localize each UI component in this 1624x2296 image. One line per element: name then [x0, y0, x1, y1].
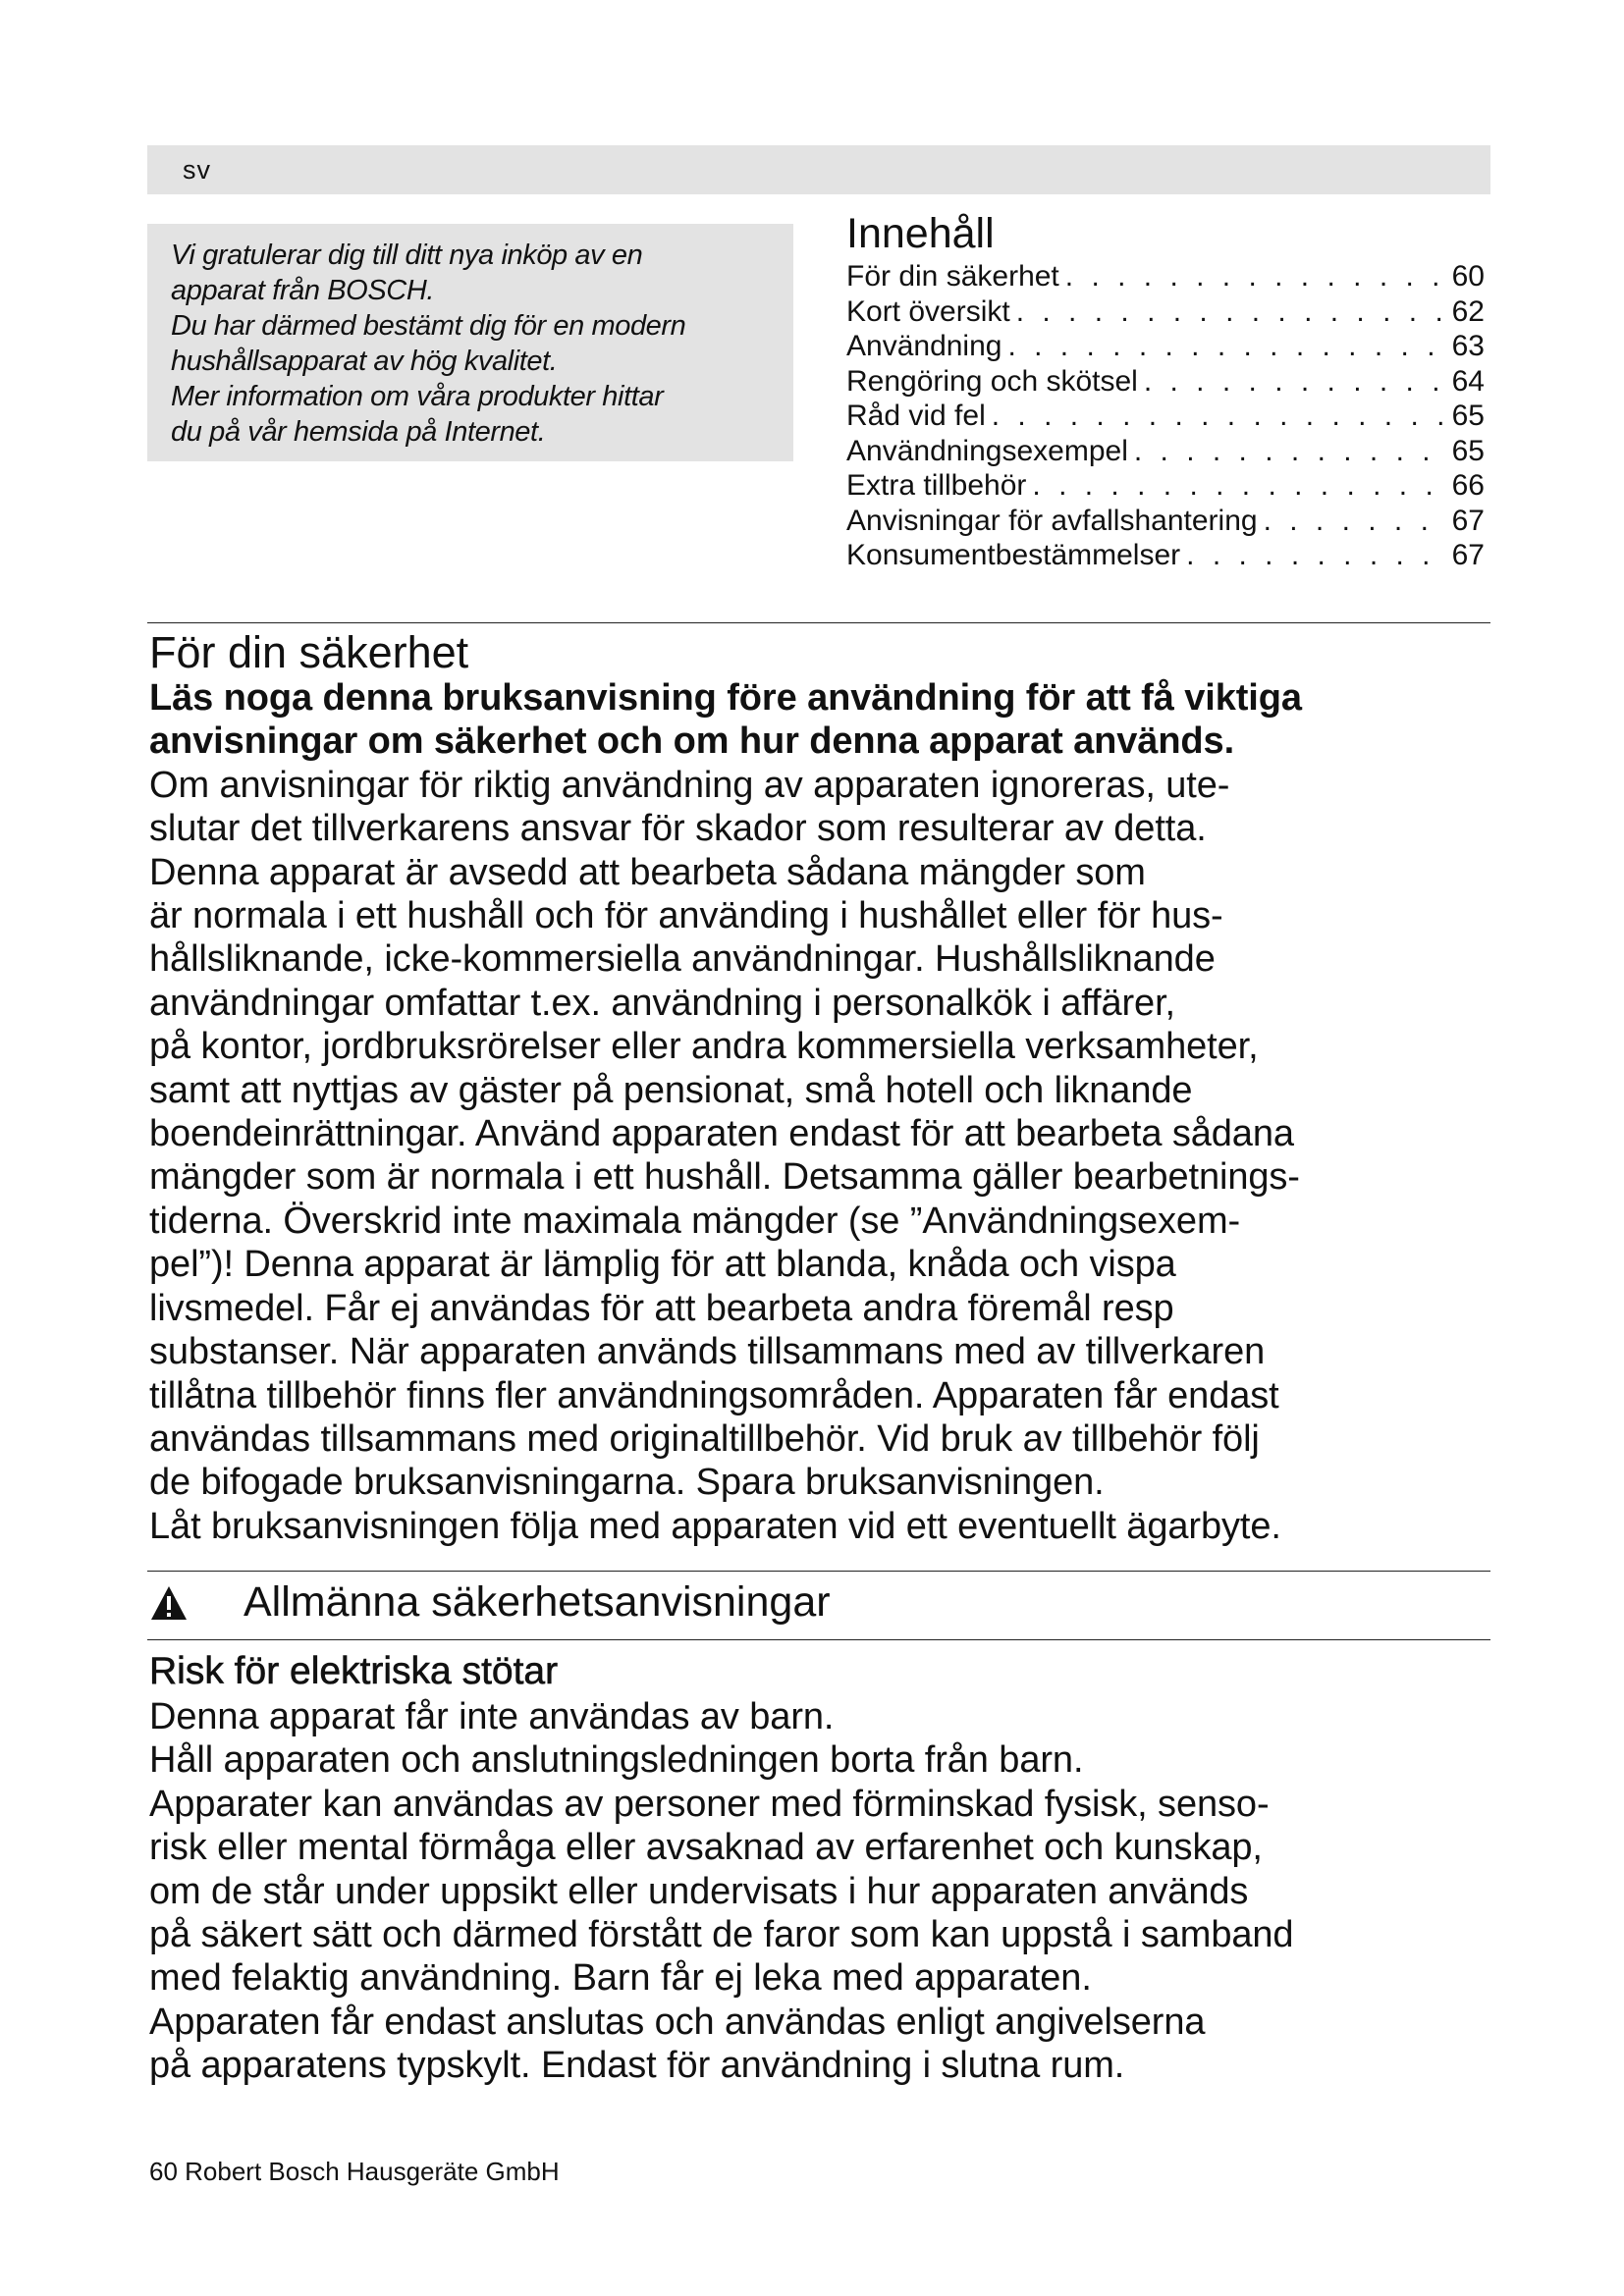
- body-line: användas tillsammans med originaltillbehör. Vid bruk av tillbehör följ: [149, 1417, 1260, 1460]
- section-title: För din säkerhet: [149, 627, 469, 677]
- body-line: boendeinrättningar. Använd apparaten endast för att bearbeta sådana: [149, 1113, 1294, 1155]
- section-divider: [147, 1639, 1490, 1640]
- toc-item-page: 64: [1451, 364, 1485, 398]
- body-line: med felaktig användning. Barn får ej leka med apparaten.: [149, 1957, 1092, 2000]
- toc-leader-dots: [1264, 504, 1446, 539]
- general-safety-heading: [149, 1578, 831, 1627]
- body-line: Denna apparat är avsedd att bearbeta sådana mängder som: [149, 851, 1146, 893]
- toc-item-page: 62: [1451, 294, 1485, 328]
- body-line: slutar det tillverkarens ansvar för skador som resulterar av detta.: [149, 808, 1207, 850]
- toc-item-label: Anvisningar för avfallshantering: [846, 504, 1258, 537]
- toc-leader-dots: [1065, 259, 1446, 294]
- toc-item-label: Extra tillbehör: [846, 469, 1027, 502]
- toc-item[interactable]: [846, 399, 1485, 434]
- toc-leader-dots: [1186, 538, 1445, 573]
- intro-line: Mer information om våra produkter hittar: [171, 381, 664, 412]
- body-line: livsmedel. Får ej användas för att bearbeta andra föremål resp: [149, 1287, 1174, 1329]
- toc-item-label: För din säkerhet: [846, 260, 1059, 293]
- body-line: på säkert sätt och därmed förstått de faror som kan uppstå i samband: [149, 1914, 1294, 1956]
- intro-line: Du har därmed bestämt dig för en modern: [171, 310, 686, 342]
- toc-item[interactable]: [846, 434, 1485, 469]
- toc-item[interactable]: [846, 259, 1485, 294]
- page-footer: 60 Robert Bosch Hausgeräte GmbH: [149, 2157, 560, 2186]
- toc-item-page: 67: [1451, 539, 1485, 571]
- toc-leader-dots: [1144, 364, 1446, 400]
- toc-item[interactable]: [846, 538, 1485, 573]
- body-line: de bifogade bruksanvisningarna. Spara bruksanvisningen.: [149, 1462, 1105, 1504]
- body-line: Låt bruksanvisningen följa med apparaten vid ett eventuellt ägarbyte.: [149, 1505, 1281, 1547]
- toc-leader-dots: [1134, 434, 1446, 469]
- body-line: på kontor, jordbruksrörelser eller andra kommersiella verksamheter,: [149, 1026, 1259, 1068]
- toc-item[interactable]: [846, 364, 1485, 400]
- body-line: mängder som är normala i ett hushåll. Detsamma gäller bearbetnings-: [149, 1156, 1300, 1199]
- intro-line: Vi gratulerar dig till ditt nya inköp av en: [171, 240, 643, 271]
- body-line: Denna apparat får inte användas av barn.: [149, 1696, 835, 1737]
- body-line: på apparatens typskylt. Endast för användning i slutna rum.: [149, 2045, 1125, 2087]
- toc-item-page: 60: [1451, 260, 1485, 293]
- body-line: Om anvisningar för riktig användning av apparaten ignoreras, ute-: [149, 764, 1230, 806]
- toc-item-label: Råd vid fel: [846, 400, 986, 432]
- body-line: risk eller mental förmåga eller avsaknad av erfarenhet och kunskap,: [149, 1827, 1263, 1869]
- electric-shock-heading: Risk för elektriska stötar: [149, 1650, 559, 1692]
- toc-item-page: 67: [1451, 504, 1485, 537]
- toc-item-label: Konsumentbestämmelser: [846, 539, 1181, 571]
- table-of-contents: [846, 208, 1485, 573]
- language-header-bar: [147, 145, 1490, 194]
- toc-item[interactable]: [846, 294, 1485, 330]
- body-line: tiderna. Överskrid inte maximala mängder (se ”Användningsexem-: [149, 1200, 1241, 1242]
- body-line: samt att nyttjas av gäster på pensionat, små hotell och liknande: [149, 1069, 1193, 1111]
- body-line: är normala i ett hushåll och för använding i hushållet eller för hus-: [149, 895, 1223, 937]
- toc-leader-dots: [1032, 468, 1445, 504]
- toc-leader-dots: [992, 399, 1446, 434]
- safety-intro-line: anvisningar om säkerhet och om hur denna apparat används.: [149, 721, 1235, 763]
- toc-item[interactable]: [846, 504, 1485, 539]
- toc-item[interactable]: [846, 468, 1485, 504]
- body-line: hållsliknande, icke-kommersiella användningar. Hushållsliknande: [149, 938, 1216, 981]
- general-safety-title: Allmänna säkerhetsanvisningar: [244, 1578, 831, 1626]
- intro-box: [147, 224, 793, 461]
- toc-item-label: Rengöring och skötsel: [846, 364, 1138, 398]
- body-line: användningar omfattar t.ex. användning i personalkök i affärer,: [149, 982, 1175, 1024]
- toc-item[interactable]: [846, 329, 1485, 364]
- safety-intro-line: Läs noga denna bruksanvisning före användning för att få viktiga: [149, 677, 1302, 719]
- toc-leader-dots: [1007, 329, 1445, 364]
- body-line: Håll apparaten och anslutningsledningen borta från barn.: [149, 1739, 1084, 1782]
- intro-line: hushållsapparat av hög kvalitet.: [171, 346, 558, 377]
- intro-line: apparat från BOSCH.: [171, 275, 435, 306]
- toc-list: [846, 259, 1485, 573]
- toc-leader-dots: [1016, 294, 1446, 330]
- warning-triangle-icon: [149, 1584, 189, 1622]
- toc-item-page: 65: [1451, 434, 1485, 467]
- safety-body: [149, 676, 1504, 1548]
- language-code: sv: [183, 155, 211, 185]
- body-line: tillåtna tillbehör finns fler användningsområden. Apparaten får endast: [149, 1374, 1279, 1416]
- body-line: pel”)! Denna apparat är lämplig för att blanda, knåda och vispa: [149, 1244, 1176, 1286]
- general-safety-body: [149, 1695, 1504, 2088]
- toc-item-label: Användningsexempel: [846, 434, 1128, 467]
- section-divider: [147, 1571, 1490, 1572]
- body-line: Apparater kan användas av personer med förminskad fysisk, senso-: [149, 1783, 1270, 1825]
- body-line: Apparaten får endast anslutas och användas enligt angivelserna: [149, 2001, 1206, 2043]
- toc-item-page: 63: [1451, 330, 1485, 362]
- toc-item-label: Användning: [846, 330, 1002, 362]
- section-divider: [147, 622, 1490, 623]
- intro-line: du på vår hemsida på Internet.: [171, 416, 546, 448]
- body-line: substanser. När apparaten används tillsammans med av tillverkaren: [149, 1331, 1266, 1373]
- toc-item-page: 66: [1451, 469, 1485, 502]
- toc-title: Innehåll: [846, 210, 995, 257]
- toc-item-page: 65: [1451, 400, 1485, 432]
- body-line: om de står under uppsikt eller undervisats i hur apparaten används: [149, 1870, 1249, 1912]
- toc-item-label: Kort översikt: [846, 294, 1010, 328]
